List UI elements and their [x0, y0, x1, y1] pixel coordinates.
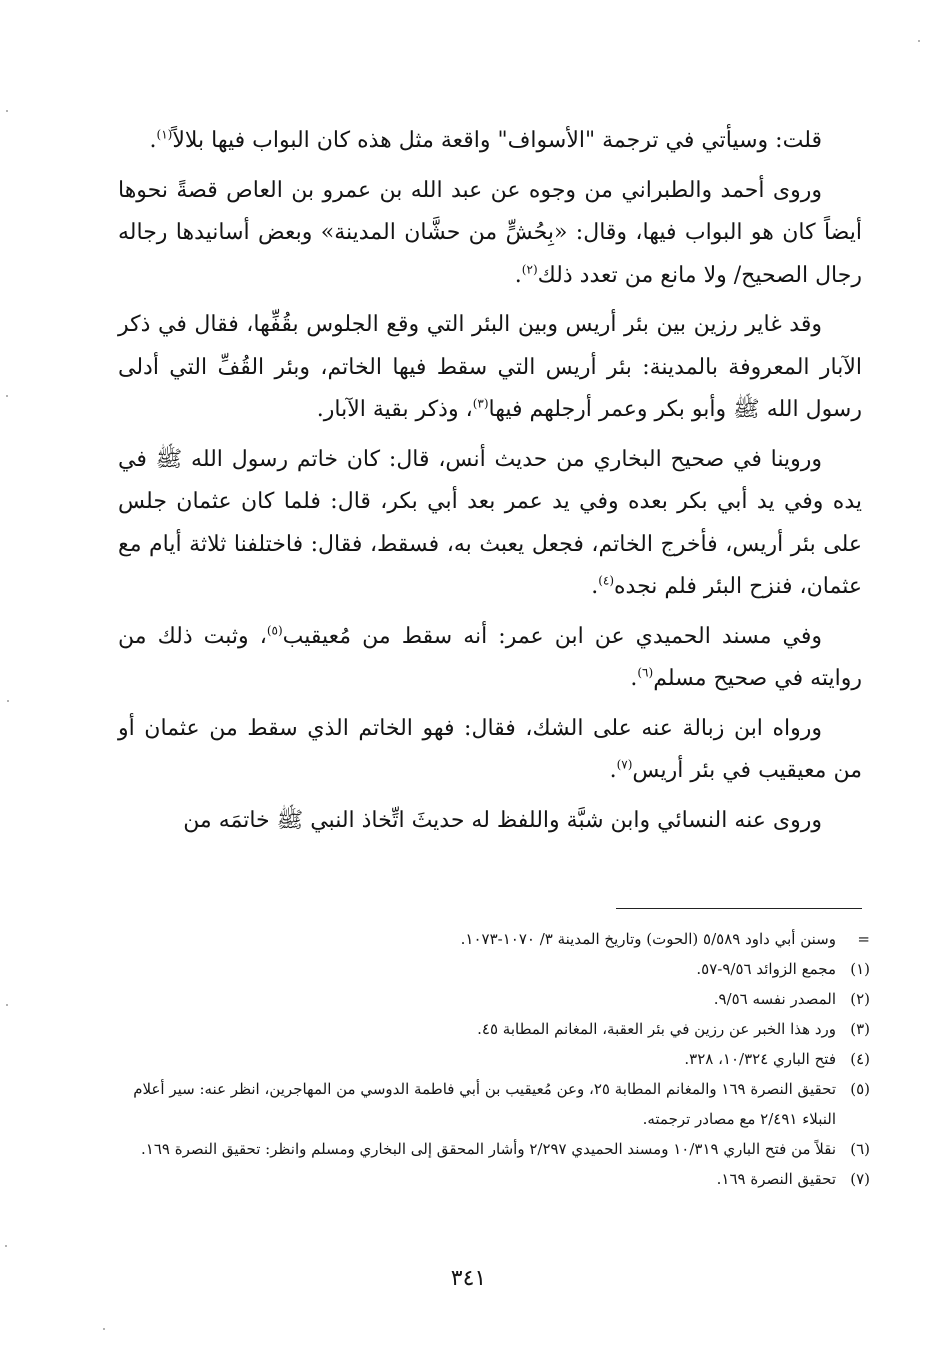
footnote-ref-3[interactable]: (٣): [472, 396, 489, 411]
paragraph-1: قلت: وسيأتي في ترجمة "الأسواف" واقعة مثل هذه كان البواب فيها بلالاً$^{(١)}$.: [149, 127, 822, 153]
footnote-text: تحقيق النصرة ١٦٩ والمغانم المطابة ٢٥، وعن مُعيقيب بن أبي فاطمة الدوسي من المهاجرين، انظر عنه: سير أعلام النبلاء ٢/٤٩١ مع مصادر ترجمته.: [133, 1080, 836, 1128]
footnote-text: وسنن أبي داود ٥/٥٨٩ (الحوت) وتاريخ المدينة ٣/ ١٠٧٠-١٠٧٣.: [460, 930, 836, 948]
footnote-ref-7[interactable]: (٧): [616, 757, 633, 772]
scan-speck: [7, 700, 9, 702]
paragraph-5: وفي مسند الحميدي عن ابن عمر: أنه سقط من مُعيقيب$^{(٥)}$، وثبت ذلك من روايته في صحيح مسلم$^{(٦)}$.: [118, 623, 862, 691]
footnote-7: [118, 1164, 870, 1194]
footnote-number: =: [857, 930, 870, 948]
footnote-4: [118, 1044, 870, 1074]
paragraph-4: وروينا في صحيح البخاري من حديث أنس، قال: كان خاتم رسول الله ﷺ في يده وفي يد أبي بكر بعده وفي يد عمر بعد أبي بكر، قال: فلما كان عثمان جلس على بئر أريس، فأخرج الخاتم، فجعل يعبث به، فسقط، فقال: فاختلفنا ثلاثة أيام مع عثمان، فنزح البئر فلم نجده$^{(٤)}$.: [118, 446, 862, 599]
scan-speck: [6, 110, 8, 112]
footnote-ref-4[interactable]: (٤): [598, 573, 615, 588]
footnote-number: (٣): [850, 1020, 870, 1038]
footnote-6: [118, 1134, 870, 1164]
footnote-text: فتح الباري ١٠/٣٢٤، ٣٢٨.: [684, 1050, 836, 1068]
footnote-ref-2[interactable]: (٢): [521, 262, 538, 277]
footnotes: [118, 924, 870, 1194]
footnote-ref-5[interactable]: (٥): [266, 623, 283, 638]
footnote-text: ورد هذا الخبر عن رزين في بئر العقبة، المغانم المطابة ٤٥.: [477, 1020, 836, 1038]
footnote-number: (٦): [850, 1140, 870, 1158]
paragraph-6: ورواه ابن زبالة عنه على الشك، فقال: فهو الخاتم الذي سقط من عثمان أو من معيقيب في بئر أريس$^{(٧)}$.: [118, 715, 862, 783]
footnote-separator: [616, 908, 862, 909]
scan-speck: [918, 40, 920, 42]
footnote-text: نقلاً من فتح الباري ١٠/٣١٩ ومسند الحميدي ٢/٢٩٧ وأشار المحقق إلى البخاري ومسلم وانظر: تحقيق النصرة ١٦٩.: [141, 1140, 836, 1158]
main-text: [118, 120, 862, 849]
footnote-3: [118, 1014, 870, 1044]
footnote-number: (٢): [850, 990, 870, 1008]
footnote-1: [118, 954, 870, 984]
footnote-continuation: [118, 924, 870, 954]
footnote-number: (٧): [850, 1170, 870, 1188]
page-number: ٣٤١: [450, 1266, 487, 1291]
footnote-number: (٤): [850, 1050, 870, 1068]
footnote-number: (٥): [850, 1080, 870, 1098]
scan-speck: [5, 1245, 7, 1247]
paragraph-7: وروى عنه النسائي وابن شبَّة واللفظ له حديثَ اتِّخاذ النبي ﷺ خاتمَه من: [183, 807, 822, 833]
footnote-text: المصدر نفسه ٩/٥٦.: [713, 990, 836, 1008]
paragraph-2: وروى أحمد والطبراني من وجوه عن عبد الله بن عمرو بن العاص قصةً نحوها أيضاً كان هو البواب فيها، وقال: «بِحُشٍّ من حشَّان المدينة» وبعض أسانيدها رجاله رجال الصحيح/ ولا مانع من تعدد ذلك$^{(٢)}$.: [118, 177, 862, 288]
footnote-text: مجمع الزوائد ٩/٥٦-٥٧.: [696, 960, 836, 978]
footnote-number: (١): [850, 960, 870, 978]
scan-speck: [6, 1004, 8, 1006]
paragraph-3: وقد غاير رزين بين بئر أريس وبين البئر التي وقع الجلوس بقُفِّها، فقال في ذكر الآبار المعروفة بالمدينة: بئر أريس التي سقط فيها الخاتم، وبئر القُفِّ التي أدلى رسول الله ﷺ وأبو بكر وعمر أرجلهم فيها$^{(٣)}$، وذكر بقية الآبار.: [118, 312, 862, 422]
footnote-text: تحقيق النصرة ١٦٩.: [716, 1170, 836, 1188]
scan-speck: [103, 1328, 105, 1330]
footnote-2: [118, 984, 870, 1014]
footnote-5: [118, 1074, 870, 1134]
footnote-ref-6[interactable]: (٦): [637, 665, 654, 680]
scan-speck: [6, 395, 8, 397]
footnote-ref-1[interactable]: (١): [156, 127, 173, 142]
